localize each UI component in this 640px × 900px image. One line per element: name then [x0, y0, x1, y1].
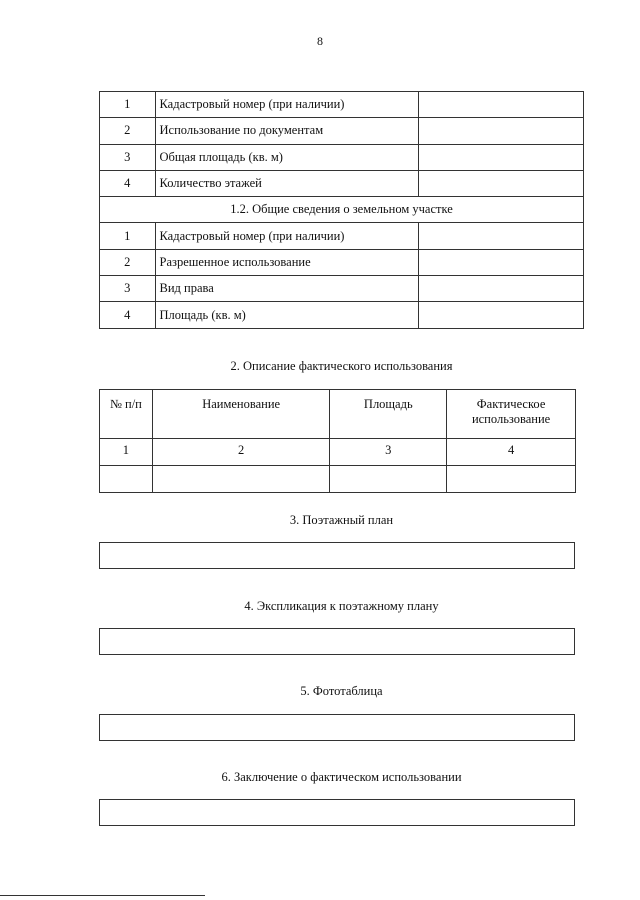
section-5-title: 5. Фототаблица: [300, 684, 383, 698]
subheading-row: [100, 197, 584, 223]
empty-data-row: [100, 466, 576, 493]
land-plot-subheading: 1.2. Общие сведения о земельном участке: [100, 197, 584, 223]
floor-plan-box[interactable]: [99, 542, 575, 569]
col-number: 4: [447, 439, 576, 466]
row-label: Кадастровый номер (при наличии): [155, 92, 418, 118]
row-number: 2: [100, 249, 156, 275]
table-row: [100, 170, 584, 196]
row-label: Количество этажей: [155, 170, 418, 196]
footer-divider: [0, 895, 205, 896]
row-label: Кадастровый номер (при наличии): [155, 223, 418, 249]
section-3-title: 3. Поэтажный план: [289, 513, 394, 527]
value-cell[interactable]: [418, 118, 583, 144]
row-number: 1: [100, 223, 156, 249]
table-row: [100, 249, 584, 275]
empty-cell[interactable]: [100, 466, 153, 493]
empty-cell[interactable]: [330, 466, 447, 493]
row-number: 1: [100, 92, 156, 118]
page-number: 8: [317, 34, 323, 48]
table-row: [100, 223, 584, 249]
row-label: Вид права: [155, 276, 418, 302]
table-row: [100, 276, 584, 302]
conclusion-box[interactable]: [99, 799, 575, 826]
row-number: 4: [100, 170, 156, 196]
empty-cell[interactable]: [152, 466, 330, 493]
table-row: [100, 118, 584, 144]
row-number: 3: [100, 276, 156, 302]
table-row: [100, 92, 584, 118]
section-2-title: 2. Описание фактического использования: [230, 359, 453, 373]
col-header-actual-use: Фактическое использование: [447, 390, 576, 439]
col-number: 1: [100, 439, 153, 466]
floor-plan-explication-box[interactable]: [99, 628, 575, 655]
value-cell[interactable]: [418, 276, 583, 302]
col-header-name: Наименование: [152, 390, 330, 439]
general-info-table: [99, 91, 584, 329]
row-number: 4: [100, 302, 156, 328]
table-row: [100, 302, 584, 328]
col-header-area: Площадь: [330, 390, 447, 439]
row-number: 2: [100, 118, 156, 144]
header-row: [100, 390, 576, 439]
photo-table-box[interactable]: [99, 714, 575, 741]
value-cell[interactable]: [418, 92, 583, 118]
column-number-row: [100, 439, 576, 466]
value-cell[interactable]: [418, 302, 583, 328]
section-6-title: 6. Заключение о фактическом использовании: [221, 770, 462, 784]
row-label: Площадь (кв. м): [155, 302, 418, 328]
section-4-title: 4. Экспликация к поэтажному плану: [244, 599, 439, 613]
value-cell[interactable]: [418, 144, 583, 170]
row-label: Общая площадь (кв. м): [155, 144, 418, 170]
col-number: 3: [330, 439, 447, 466]
col-header-number: № п/п: [100, 390, 153, 439]
empty-cell[interactable]: [447, 466, 576, 493]
value-cell[interactable]: [418, 223, 583, 249]
table-row: [100, 144, 584, 170]
value-cell[interactable]: [418, 249, 583, 275]
row-number: 3: [100, 144, 156, 170]
row-label: Использование по документам: [155, 118, 418, 144]
actual-use-table: [99, 389, 576, 493]
row-label: Разрешенное использование: [155, 249, 418, 275]
col-number: 2: [152, 439, 330, 466]
value-cell[interactable]: [418, 170, 583, 196]
